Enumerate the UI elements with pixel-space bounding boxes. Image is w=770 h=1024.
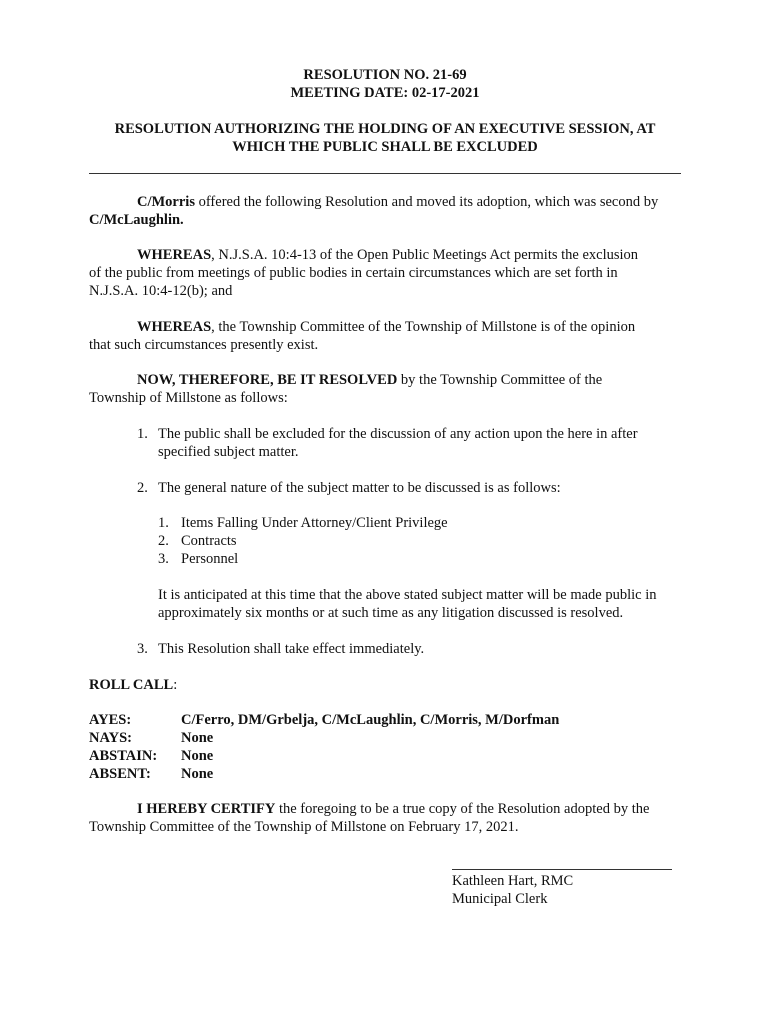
roll-call-colon: :: [173, 677, 178, 693]
subitem-1-text: Items Falling Under Attorney/Client Privilege: [181, 515, 448, 531]
certify-line-2: Township Committee of the Township of Millstone on February 17, 2021.: [89, 819, 519, 835]
whereas-2-line-1: [137, 318, 635, 336]
abstain-value: None: [181, 748, 214, 764]
whereas-2-lead: WHEREAS: [137, 319, 212, 335]
resolved-line-2: Township of Millstone as follows:: [89, 390, 288, 406]
header-divider: [89, 173, 681, 174]
title-line-2: WHICH THE PUBLIC SHALL BE EXCLUDED: [232, 139, 538, 155]
whereas-2-line-2: that such circumstances presently exist.: [89, 337, 319, 353]
nays-label: NAYS:: [89, 730, 132, 746]
resolved-line-1: [137, 371, 602, 389]
anticipated-line-2: approximately six months or at such time as any litigation discussed is resolved.: [158, 605, 624, 621]
mover-name: C/Morris: [137, 194, 195, 210]
ayes-label: AYES:: [89, 712, 132, 728]
subitem-3-text: Personnel: [181, 551, 239, 567]
certify-line-1: [137, 800, 649, 818]
subitem-3-number: 3.: [158, 551, 169, 567]
absent-label: ABSENT:: [89, 766, 151, 782]
whereas-2-text: , the Township Committee of the Township of Millstone is of the opinion: [211, 319, 636, 335]
seconder-name: C/McLaughlin.: [89, 212, 184, 228]
resolved-lead: NOW, THEREFORE, BE IT RESOLVED: [137, 372, 398, 388]
whereas-1-line-1: [137, 246, 638, 264]
anticipated-line-1: It is anticipated at this time that the above stated subject matter will be made public in: [158, 587, 657, 603]
ayes-value: C/Ferro, DM/Grbelja, C/McLaughlin, C/Morris, M/Dorfman: [181, 712, 560, 728]
signature-line: [452, 869, 672, 870]
item-1-line-1: The public shall be excluded for the discussion of any action upon the here in after: [158, 426, 638, 442]
abstain-label: ABSTAIN:: [89, 748, 158, 764]
resolution-number: RESOLUTION NO. 21-69: [303, 67, 467, 83]
whereas-1-lead: WHEREAS: [137, 247, 212, 263]
title-line-1: RESOLUTION AUTHORIZING THE HOLDING OF AN EXECUTIVE SESSION, AT: [114, 121, 656, 137]
roll-call-heading: [89, 676, 177, 694]
item-2-line-1: The general nature of the subject matter to be discussed is as follows:: [158, 480, 561, 496]
whereas-1-line-2: of the public from meetings of public bodies in certain circumstances which are set forth in: [89, 265, 618, 281]
roll-call-label: ROLL CALL: [89, 677, 174, 693]
item-2-number: 2.: [137, 480, 148, 496]
subitem-1-number: 1.: [158, 515, 169, 531]
subitem-2-number: 2.: [158, 533, 169, 549]
subitem-2-text: Contracts: [181, 533, 237, 549]
item-1-number: 1.: [137, 426, 148, 442]
resolved-text: by the Township Committee of the: [397, 372, 603, 388]
signer-title: Municipal Clerk: [452, 891, 548, 907]
signer-name: Kathleen Hart, RMC: [452, 873, 574, 889]
item-3-text: This Resolution shall take effect immediately.: [158, 641, 425, 657]
nays-value: None: [181, 730, 214, 746]
meeting-date: MEETING DATE: 02-17-2021: [290, 85, 480, 101]
absent-value: None: [181, 766, 214, 782]
intro-line-1: [137, 193, 658, 211]
certify-text: the foregoing to be a true copy of the Resolution adopted by the: [275, 801, 650, 817]
intro-text: offered the following Resolution and moved its adoption, which was second by: [194, 194, 659, 210]
whereas-1-line-3: N.J.S.A. 10:4-12(b); and: [89, 283, 233, 299]
item-3-number: 3.: [137, 641, 148, 657]
certify-lead: I HEREBY CERTIFY: [137, 801, 276, 817]
whereas-1-text: , N.J.S.A. 10:4-13 of the Open Public Meetings Act permits the exclusion: [211, 247, 639, 263]
item-1-line-2: specified subject matter.: [158, 444, 299, 460]
